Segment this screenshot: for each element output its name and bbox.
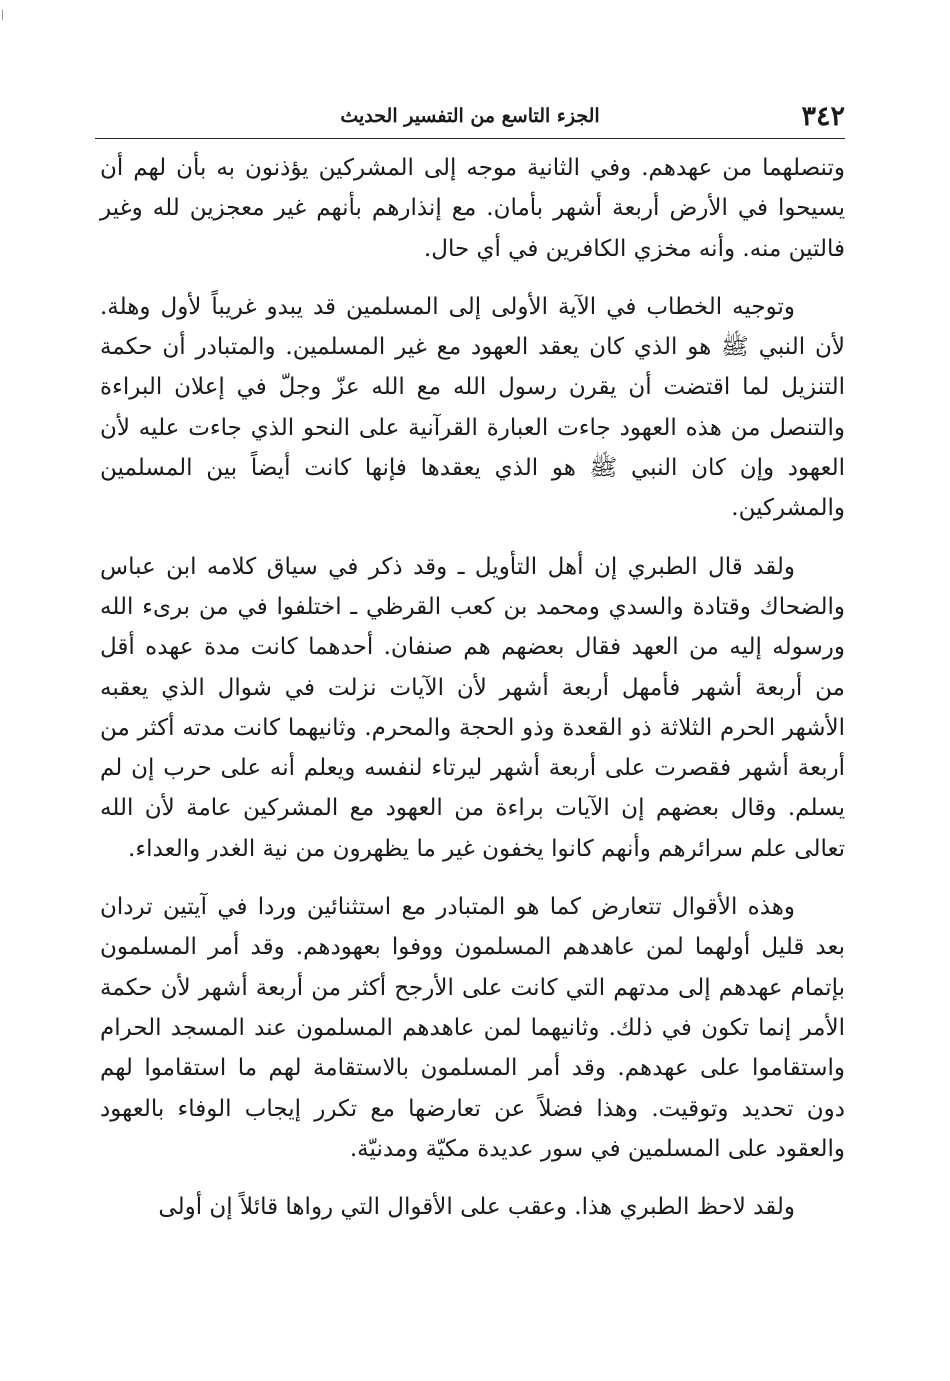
page-number: ٣٤٢ <box>801 101 845 132</box>
header-rule <box>95 138 845 139</box>
scan-mark <box>2 10 3 20</box>
paragraph: وتوجيه الخطاب في الآية الأولى إلى المسلمين قد يبدو غريباً لأول وهلة. لأن النبي ﷺ هو الذي كان يعقد العهود مع غير المسلمين. والمتبادر أن حكمة التنزيل لما اقتضت أن يقرن رسول الله مع الله عزّ وجلّ في إعلان البراءة والتنصل من هذه العهود جاءت العبارة القرآنية على النحو الذي جاءت عليه لأن العهود وإن كان النبي ﷺ هو الذي يعقدها فإنها كانت أيضاً بين المسلمين والمشركين. <box>100 293 845 522</box>
paragraph: وهذه الأقوال تتعارض كما هو المتبادر مع استثنائين وردا في آيتين تردان بعد قليل أولهما لمن عاهدهم المسلمون ووفوا بعهودهم. وقد أمر المسلمون بإتمام عهدهم إلى مدتهم التي كانت على الأرجح أكثر من أربعة أشهر لأن حكمة الأمر إنما تكون في ذلك. وثانيهما لمن عاهدهم المسلمون عند المسجد الحرام واستقاموا على عهدهم. وقد أمر المسلمون بالاستقامة لهم ما استقاموا لهم دون تحديد وتوقيت. وهذا فضلاً عن تعارضها مع تكرر إيجاب الوفاء بالعهود والعقود على المسلمين في سور عديدة مكيّة ومدنيّة. <box>100 894 845 1162</box>
body-text <box>100 148 845 1227</box>
paragraph: ولقد قال الطبري إن أهل التأويل ـ وقد ذكر في سياق كلامه ابن عباس والضحاك وقتادة والسدي ومحمد بن كعب القرظي ـ اختلفوا في من برىء الله ورسوله إليه من العهد فقال بعضهم هم صنفان. أحدهما كانت مدة عهده أقل من أربعة أشهر فأمهل أربعة أشهر لأن الآيات نزلت في شوال الذي يعقبه الأشهر الحرم الثلاثة ذو القعدة وذو الحجة والمحرم. وثانيهما كانت مدته أكثر من أربعة أشهر فقصرت على أربعة أشهر ليرتاء لنفسه ويعلم أنه على حرب إن لم يسلم. وقال بعضهم إن الآيات براءة من العهود مع المشركين عامة لأن الله تعالى علم سرائرهم وأنهم كانوا يخفون غير ما يظهرون من نية الغدر والعداء. <box>100 553 845 862</box>
running-title: الجزء التاسع من التفسير الحديث <box>340 105 600 127</box>
paragraph: وتنصلهما من عهدهم. وفي الثانية موجه إلى المشركين يؤذنون به بأن لهم أن يسيحوا في الأرض أربعة أشهر بأمان. مع إنذارهم بأنهم غير معجزين لله وغير فالتين منه. وأنه مخزي الكافرين في أي حال. <box>100 155 845 262</box>
paragraph: ولقد لاحظ الطبري هذا. وعقب على الأقوال التي رواها قائلاً إن أولى <box>158 1194 795 1221</box>
running-header <box>95 100 845 134</box>
